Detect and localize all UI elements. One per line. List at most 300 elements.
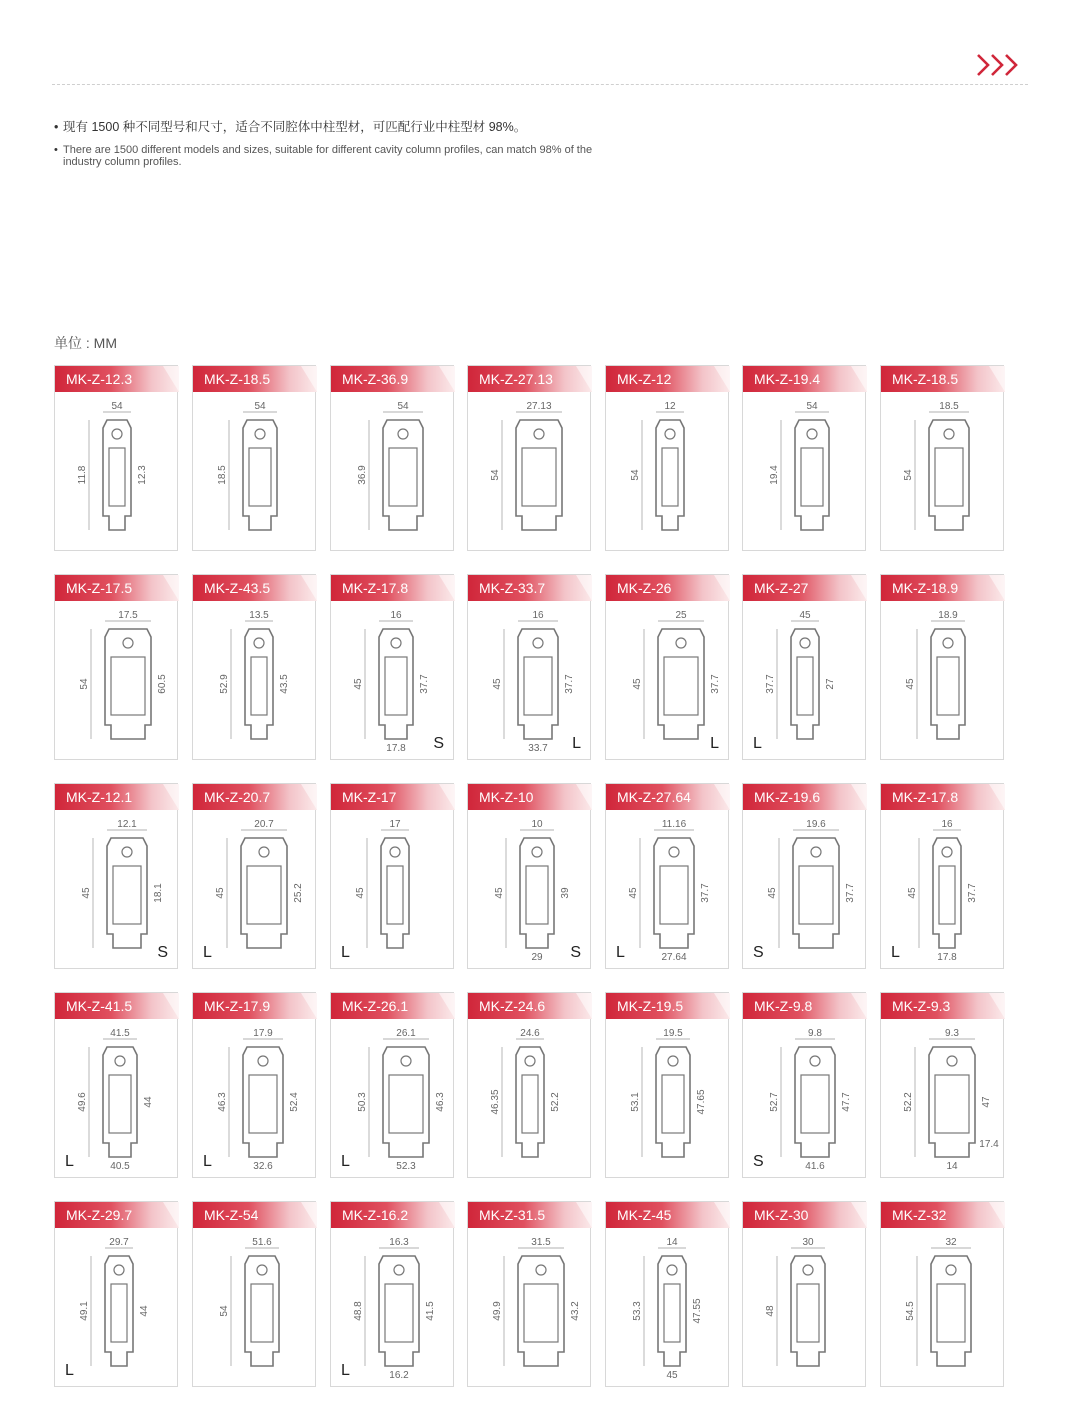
dimension-label: 16: [532, 610, 544, 621]
profile-outline: [743, 392, 867, 552]
mounting-hole: [668, 1056, 678, 1066]
dimension-label: 52.7: [769, 1092, 780, 1112]
profile-body: [379, 629, 413, 739]
profile-body: [383, 1047, 429, 1157]
profile-slot: [385, 657, 407, 715]
dimension-label: 17: [389, 819, 401, 830]
profile-slot: [801, 448, 823, 506]
profile-slot: [247, 866, 281, 924]
profile-card: [54, 1201, 178, 1387]
profile-slot: [251, 1284, 273, 1342]
profile-outline: [468, 392, 592, 552]
profile-slot: [389, 1075, 423, 1133]
mounting-hole: [398, 429, 408, 439]
profile-code: MK-Z-18.5: [892, 371, 959, 387]
dimension-label: 49.1: [79, 1301, 90, 1321]
profile-slot: [935, 1075, 969, 1133]
dimension-label: 45: [628, 887, 639, 899]
profile-code-tab: [331, 784, 455, 810]
dimension-label: 37.7: [419, 674, 430, 694]
mounting-hole: [665, 429, 675, 439]
profile-code: MK-Z-27: [754, 580, 809, 596]
profile-code: MK-Z-29.7: [66, 1207, 133, 1223]
mounting-hole: [947, 1056, 957, 1066]
dimension-label: 52.4: [289, 1092, 300, 1112]
dimension-label: 43.2: [570, 1301, 581, 1321]
dimension-label: 29: [531, 952, 543, 963]
size-badge: L: [710, 735, 719, 752]
profile-drawing: [468, 1019, 592, 1179]
dimension-label: 48: [765, 1305, 776, 1317]
mounting-hole: [946, 1265, 956, 1275]
profile-drawing: [193, 1228, 317, 1388]
mounting-hole: [807, 429, 817, 439]
profile-slot: [797, 657, 813, 715]
mounting-hole: [259, 847, 269, 857]
profile-card: [742, 783, 866, 969]
size-badge: S: [753, 1153, 764, 1170]
dimension-label: 16: [390, 610, 402, 621]
dimension-label: 45: [666, 1370, 678, 1381]
profile-slot: [109, 1075, 131, 1133]
profile-card: [605, 574, 729, 760]
dimension-label: 29.7: [109, 1237, 129, 1248]
dimension-label: 41.6: [805, 1161, 825, 1172]
profile-slot: [249, 448, 271, 506]
dimension-label: 45: [81, 887, 92, 899]
dimension-label: 16.2: [389, 1370, 409, 1381]
profile-card: [605, 992, 729, 1178]
mounting-hole: [676, 638, 686, 648]
profile-card: [192, 783, 316, 969]
profile-outline: [193, 601, 317, 761]
dimension-label: 19.6: [806, 819, 826, 830]
mounting-hole: [391, 638, 401, 648]
dimension-label: 46.3: [435, 1092, 446, 1112]
profile-code: MK-Z-54: [204, 1207, 259, 1223]
profile-card: [605, 1201, 729, 1387]
profile-code: MK-Z-17.9: [204, 998, 271, 1014]
profile-slot: [935, 448, 963, 506]
profile-code: MK-Z-17.5: [66, 580, 133, 596]
profile-body: [929, 1047, 975, 1157]
profile-body: [243, 420, 277, 530]
profile-code-tab: [193, 1202, 317, 1228]
profile-slot: [799, 866, 833, 924]
size-badge: L: [203, 944, 212, 961]
dimension-label: 9.3: [945, 1028, 959, 1039]
profile-outline: [881, 1228, 1005, 1388]
dimension-label: 45: [492, 678, 503, 690]
profile-code: MK-Z-26: [617, 580, 672, 596]
profile-code-tab: [468, 1202, 592, 1228]
profile-body: [656, 1047, 690, 1157]
profile-slot: [937, 1284, 965, 1342]
profile-outline: [881, 1019, 1005, 1179]
profile-body: [103, 420, 131, 530]
profile-card: [192, 1201, 316, 1387]
profile-code-tab: [881, 1202, 1005, 1228]
profile-slot: [664, 657, 698, 715]
profile-drawing: [55, 601, 179, 761]
profile-slot: [801, 1075, 829, 1133]
dimension-label: 11.8: [77, 465, 88, 485]
profile-code-tab: [331, 1202, 455, 1228]
mounting-hole: [536, 1265, 546, 1275]
profile-slot: [387, 866, 403, 924]
profile-drawing: [55, 392, 179, 552]
mounting-hole: [534, 429, 544, 439]
dimension-label: 16.3: [389, 1237, 409, 1248]
size-badge: L: [341, 1153, 350, 1170]
profile-slot: [939, 866, 955, 924]
profile-code: MK-Z-19.5: [617, 998, 684, 1014]
profile-code-tab: [606, 993, 730, 1019]
profile-card: [467, 1201, 591, 1387]
dimension-label: 49.6: [77, 1092, 88, 1112]
profile-slot: [111, 1284, 127, 1342]
dimension-label: 44: [139, 1305, 150, 1317]
profile-body: [793, 838, 839, 948]
profile-outline: [881, 601, 1005, 761]
profile-slot: [660, 866, 688, 924]
size-badge: L: [65, 1153, 74, 1170]
dimension-label: 45: [632, 678, 643, 690]
profile-code-tab: [55, 366, 179, 392]
profile-code-tab: [193, 993, 317, 1019]
dimension-label: 47.65: [696, 1089, 707, 1115]
dimension-label: 33.7: [528, 743, 548, 754]
profile-slot: [524, 657, 552, 715]
profile-drawing: [881, 1228, 1005, 1388]
unit-label: 单位 : MM: [54, 335, 117, 351]
profile-card: [880, 1201, 1004, 1387]
profile-drawing: [743, 1228, 867, 1388]
profile-slot: [662, 1075, 684, 1133]
profile-slot: [249, 1075, 277, 1133]
profile-code-tab: [193, 575, 317, 601]
dimension-label: 54: [254, 401, 266, 412]
dimension-label: 24.6: [520, 1028, 540, 1039]
dimension-label: 45: [353, 678, 364, 690]
dimension-label: 37.7: [564, 674, 575, 694]
dimension-label: 19.5: [663, 1028, 683, 1039]
profile-card: [880, 783, 1004, 969]
mounting-hole: [122, 847, 132, 857]
dimension-label: 14: [666, 1237, 678, 1248]
profile-outline: [606, 1019, 730, 1179]
profile-card: [192, 365, 316, 551]
profile-slot: [524, 1284, 558, 1342]
mounting-hole: [533, 638, 543, 648]
profile-code: MK-Z-17.8: [892, 789, 959, 805]
profile-slot: [664, 1284, 680, 1342]
profile-code: MK-Z-19.4: [754, 371, 821, 387]
profile-code-tab: [468, 366, 592, 392]
mounting-hole: [667, 1265, 677, 1275]
profile-outline: [468, 1228, 592, 1388]
mounting-hole: [810, 1056, 820, 1066]
profile-code: MK-Z-30: [754, 1207, 809, 1223]
profile-card: [605, 365, 729, 551]
profile-body: [516, 420, 562, 530]
dimension-label: 17.8: [937, 952, 957, 963]
profile-card: [742, 574, 866, 760]
profile-card: [54, 992, 178, 1178]
dimension-label: 44: [143, 1096, 154, 1108]
profile-code: MK-Z-12.1: [66, 789, 133, 805]
size-badge: S: [753, 944, 764, 961]
dimension-label: 14: [946, 1161, 958, 1172]
profile-outline: [193, 392, 317, 552]
mounting-hole: [115, 1056, 125, 1066]
profile-code-tab: [743, 993, 867, 1019]
profile-drawing: [606, 1228, 730, 1388]
profile-slot: [113, 866, 141, 924]
profile-code: MK-Z-20.7: [204, 789, 271, 805]
profile-drawing: [606, 1019, 730, 1179]
profile-outline: [55, 601, 179, 761]
mounting-hole: [944, 429, 954, 439]
profile-code-tab: [606, 366, 730, 392]
dimension-label: 27: [825, 678, 836, 690]
profile-drawing: [606, 392, 730, 552]
dimension-label: 17.5: [118, 610, 138, 621]
dimension-label: 53.3: [632, 1301, 643, 1321]
dimension-label: 47.55: [692, 1298, 703, 1324]
profile-code: MK-Z-27.13: [479, 371, 553, 387]
profile-card: [54, 365, 178, 551]
profile-slot: [662, 448, 678, 506]
profile-body: [103, 1047, 137, 1157]
profile-body: [381, 838, 409, 948]
dimension-label: 25: [675, 610, 687, 621]
mounting-hole: [942, 847, 952, 857]
profile-code-tab: [331, 575, 455, 601]
dimension-label: 41.5: [425, 1301, 436, 1321]
profile-card: [330, 1201, 454, 1387]
dimension-label: 36.9: [357, 465, 368, 485]
size-badge: L: [341, 1362, 350, 1379]
mounting-hole: [123, 638, 133, 648]
profile-code-tab: [55, 993, 179, 1019]
mounting-hole: [258, 1056, 268, 1066]
intro-text: [54, 118, 614, 168]
mounting-hole: [255, 429, 265, 439]
profile-code-tab: [193, 366, 317, 392]
profile-code: MK-Z-32: [892, 1207, 947, 1223]
dimension-label: 12: [664, 401, 676, 412]
profile-card: [467, 574, 591, 760]
dimension-label: 47.7: [841, 1092, 852, 1112]
dimension-label: 13.5: [249, 610, 269, 621]
dimension-label: 18.1: [153, 883, 164, 903]
dimension-label: 54: [490, 469, 501, 481]
profile-outline: [331, 392, 455, 552]
profile-body: [795, 420, 829, 530]
dimension-label: 52.3: [396, 1161, 416, 1172]
profile-code-tab: [881, 784, 1005, 810]
mounting-hole: [811, 847, 821, 857]
profile-code-tab: [193, 784, 317, 810]
profile-body: [245, 629, 273, 739]
size-badge: S: [433, 735, 444, 752]
dimension-label: 25.2: [293, 883, 304, 903]
profile-code-tab: [881, 993, 1005, 1019]
profile-code: MK-Z-33.7: [479, 580, 546, 596]
dimension-label: 37.7: [967, 883, 978, 903]
profile-slot: [526, 866, 548, 924]
profile-outline: [606, 1228, 730, 1388]
dimension-label: 53.1: [630, 1092, 641, 1112]
profile-slot: [389, 448, 417, 506]
dimension-label: 45: [355, 887, 366, 899]
dimension-label: 54: [111, 401, 123, 412]
mounting-hole: [390, 847, 400, 857]
dimension-label: 32: [945, 1237, 957, 1248]
dimension-label: 37.7: [765, 674, 776, 694]
dimension-label: 54: [806, 401, 818, 412]
profile-card: [742, 365, 866, 551]
profile-slot: [111, 657, 145, 715]
chevrons-right-icon: [974, 52, 1024, 78]
dimension-label: 12.1: [117, 819, 137, 830]
profile-code: MK-Z-24.6: [479, 998, 546, 1014]
mounting-hole: [669, 847, 679, 857]
dimension-label: 54: [397, 401, 409, 412]
dimension-label: 54: [219, 1305, 230, 1317]
profile-code: MK-Z-41.5: [66, 998, 133, 1014]
profile-code: MK-Z-9.3: [892, 998, 951, 1014]
profile-code: MK-Z-31.5: [479, 1207, 546, 1223]
profile-code-tab: [606, 784, 730, 810]
dimension-label: 17.9: [253, 1028, 273, 1039]
header-divider: [52, 84, 1028, 85]
profile-code-tab: [881, 575, 1005, 601]
profile-code: MK-Z-16.2: [342, 1207, 409, 1223]
mounting-hole: [394, 1265, 404, 1275]
profile-body: [933, 838, 961, 948]
profile-card: [330, 574, 454, 760]
profile-body: [518, 1256, 564, 1366]
profile-drawing: [468, 1228, 592, 1388]
profile-code: MK-Z-45: [617, 1207, 672, 1223]
mounting-hole: [254, 638, 264, 648]
profile-card: [880, 992, 1004, 1178]
profile-code-tab: [881, 366, 1005, 392]
profile-card: [605, 783, 729, 969]
profile-outline: [881, 392, 1005, 552]
profile-body: [658, 629, 704, 739]
profile-body: [241, 838, 287, 948]
mounting-hole: [800, 638, 810, 648]
profile-card: [330, 992, 454, 1178]
profile-code: MK-Z-18.9: [892, 580, 959, 596]
profile-slot: [937, 657, 959, 715]
dimension-label: 45: [907, 887, 918, 899]
size-badge: L: [616, 944, 625, 961]
dimension-label: 20.7: [254, 819, 274, 830]
dimension-label: 27.64: [661, 952, 687, 963]
size-badge: S: [570, 944, 581, 961]
profile-slot: [522, 1075, 538, 1133]
dimension-label: 12.3: [137, 465, 148, 485]
profile-code: MK-Z-19.6: [754, 789, 821, 805]
profile-code: MK-Z-9.8: [754, 998, 813, 1014]
dimension-label: 17.8: [386, 743, 406, 754]
profile-code-tab: [743, 366, 867, 392]
profile-card: [880, 365, 1004, 551]
mounting-hole: [114, 1265, 124, 1275]
profile-code-tab: [331, 366, 455, 392]
profile-body: [656, 420, 684, 530]
dimension-label: 18.9: [938, 610, 958, 621]
dimension-label: 54.5: [905, 1301, 916, 1321]
dimension-label: 45: [799, 610, 811, 621]
profile-code-tab: [468, 993, 592, 1019]
profile-drawing: [743, 392, 867, 552]
mounting-hole: [532, 847, 542, 857]
dimension-label: 49.9: [492, 1301, 503, 1321]
profile-body: [245, 1256, 279, 1366]
size-badge: L: [65, 1362, 74, 1379]
profile-code: MK-Z-18.5: [204, 371, 271, 387]
profile-card: [467, 783, 591, 969]
profile-code-tab: [468, 784, 592, 810]
dimension-label: 47: [981, 1096, 992, 1108]
intro-chinese: • 现有 1500 种不同型号和尺寸，适合不同腔体中柱型材，可匹配行业中柱型材 98%。: [54, 118, 614, 136]
dimension-label: 18.5: [939, 401, 959, 412]
profile-drawing: [881, 601, 1005, 761]
dimension-label: 16: [941, 819, 953, 830]
profile-code: MK-Z-17: [342, 789, 397, 805]
profile-body: [931, 629, 965, 739]
dimension-label: 60.5: [157, 674, 168, 694]
intro-english: • There are 1500 different models and sizes, suitable for different cavity column profiles, can match 98% of the industry column profiles.: [54, 144, 614, 168]
dimension-label: 39: [560, 887, 571, 899]
dimension-label: 54: [79, 678, 90, 690]
dimension-label: 45: [905, 678, 916, 690]
mounting-hole: [803, 1265, 813, 1275]
dimension-label: 19.4: [769, 465, 780, 485]
profile-body: [791, 1256, 825, 1366]
profile-code-tab: [468, 575, 592, 601]
profile-slot: [109, 448, 125, 506]
dimension-label: 45: [215, 887, 226, 899]
dimension-label: 27.13: [526, 401, 552, 412]
profile-code: MK-Z-12: [617, 371, 672, 387]
dimension-label: 46.35: [490, 1089, 501, 1115]
profile-body: [658, 1256, 686, 1366]
dimension-label: 10: [531, 819, 543, 830]
profile-slot: [797, 1284, 819, 1342]
profile-body: [520, 838, 554, 948]
profile-drawing: [881, 1019, 1005, 1179]
dimension-label: 37.7: [710, 674, 721, 694]
profile-card: [742, 992, 866, 1178]
dimension-label: 37.7: [700, 883, 711, 903]
mounting-hole: [257, 1265, 267, 1275]
profile-card: [742, 1201, 866, 1387]
profile-code-tab: [606, 575, 730, 601]
profile-card: [192, 992, 316, 1178]
profile-code: MK-Z-43.5: [204, 580, 271, 596]
dimension-label: 40.5: [110, 1161, 130, 1172]
profile-card: [467, 992, 591, 1178]
profile-code-tab: [743, 784, 867, 810]
profile-drawing: [193, 601, 317, 761]
profile-card: [330, 365, 454, 551]
